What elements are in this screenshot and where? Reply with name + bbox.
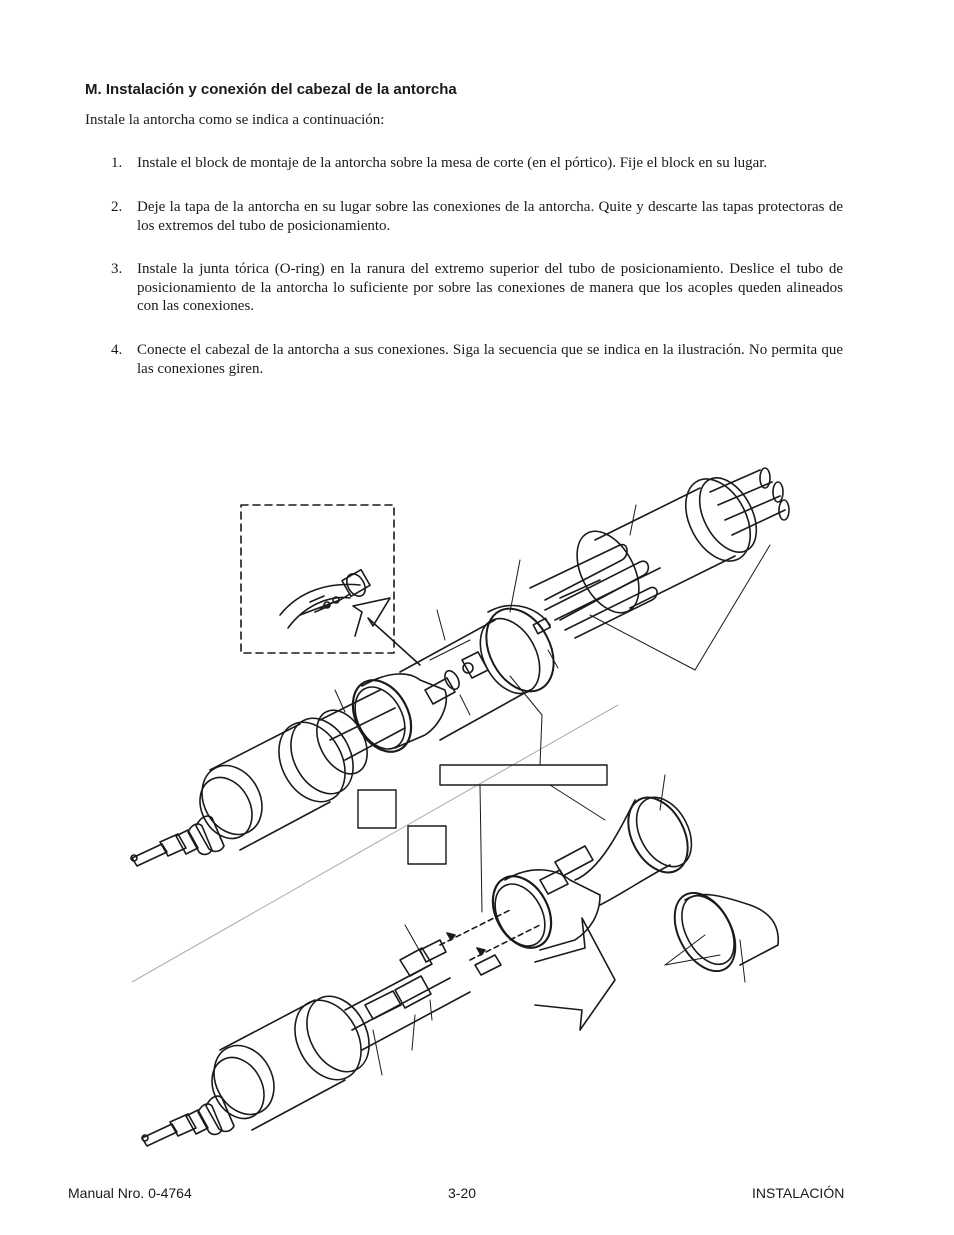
step-text: Conecte el cabezal de la antorcha a sus conexiones. Siga la secuencia que se indica en la ilustración. No permita que las conexiones giren. bbox=[137, 342, 843, 377]
step-number: 2. bbox=[111, 199, 123, 215]
step-number: 3. bbox=[111, 261, 123, 277]
lower-torch-assembly bbox=[142, 787, 703, 1146]
step-text: Deje la tapa de la antorcha en su lugar sobre las conexiones de la antorcha. Quite y descarte las tapas protectoras de los extremos del tubo de posicionamiento. bbox=[137, 199, 843, 234]
footer-chapter: INSTALACIÓN bbox=[752, 1185, 845, 1201]
detail-arrow bbox=[353, 598, 420, 665]
footer-page-number: 3-20 bbox=[448, 1185, 477, 1201]
callout-boxes bbox=[358, 765, 607, 864]
step-number: 4. bbox=[111, 342, 123, 358]
step-text: Instale la junta tórica (O-ring) en la ranura del extremo superior del tubo de posicionamiento. Deslice el tubo de posicionamiento de la antorcha lo suficiente por sobre las conexiones de manera que los acoples queden alineados con las conexiones. bbox=[137, 261, 843, 314]
collar-detail bbox=[662, 883, 778, 982]
step-number: 1. bbox=[111, 155, 123, 171]
footer-manual-number: Manual Nro. 0-4764 bbox=[68, 1185, 192, 1201]
step-text: Instale el block de montaje de la antorcha sobre la mesa de corte (en el pórtico). Fije el block en su lugar. bbox=[137, 155, 768, 171]
inset-detail-box bbox=[241, 505, 394, 653]
intro-text: Instale la antorcha como se indica a continuación: bbox=[85, 112, 385, 128]
section-heading: M. Instalación y conexión del cabezal de la antorcha bbox=[85, 81, 457, 98]
